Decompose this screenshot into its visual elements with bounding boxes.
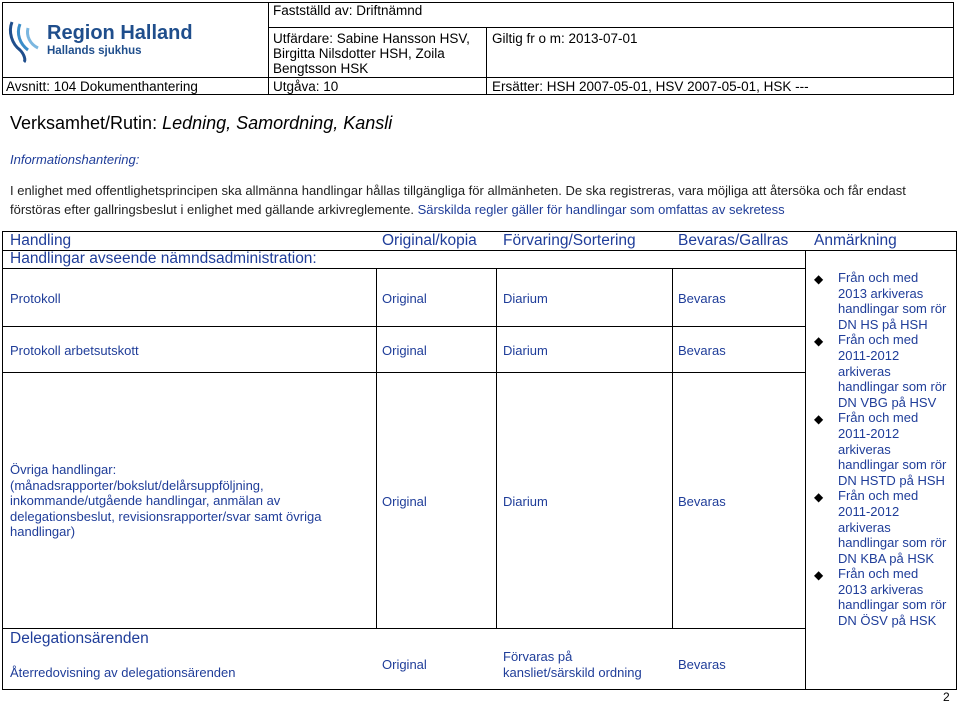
utgava-field: Utgåva: 10 — [273, 79, 339, 94]
note-line: handlingar som rör — [838, 379, 947, 395]
table-cell-forvaring: Diarium — [503, 291, 548, 306]
anmarkning-list — [808, 270, 958, 629]
note-line: handlingar som rör — [838, 535, 947, 551]
list-item — [808, 270, 958, 332]
table-column-divider — [376, 268, 377, 628]
note-line: arkiveras — [838, 363, 891, 379]
table-cell-forvaring — [503, 649, 642, 680]
col-header-bevaras: Bevaras/Gallras — [678, 232, 789, 249]
note-line: 2013 arkiveras — [838, 581, 924, 597]
table-cell-handling — [10, 462, 370, 540]
table-row-divider — [2, 372, 805, 373]
intro-main: I enlighet med offentlighetsprincipen ska allmänna handlingar hållas tillgängliga för allmänheten. De ska registreras, vara möjliga att återsöka och får endast förstöras efter gallringsbeslut i enlighet med gällande arkivreglemente. — [10, 183, 906, 217]
note-line: 2013 arkiveras — [838, 285, 924, 301]
table-cell-handling: Protokoll arbetsutskott — [10, 343, 139, 358]
table-column-divider — [496, 268, 497, 628]
bullet-icon: ◆ — [814, 412, 824, 427]
forvaring-line: kansliet/särskild ordning — [503, 664, 642, 680]
table-cell-forvaring: Diarium — [503, 343, 548, 358]
bullet-icon: ◆ — [814, 272, 824, 286]
forvaring-line: Förvaras på — [503, 649, 573, 664]
note-line: Från och med — [838, 566, 919, 582]
note-line: handlingar som rör — [838, 597, 947, 613]
col-header-anmarkning: Anmärkning — [814, 232, 897, 249]
table-cell-original: Original — [382, 291, 427, 306]
note-line: Från och med — [838, 332, 919, 348]
bullet-icon: ◆ — [814, 568, 824, 583]
table-cell-bevaras: Bevaras — [678, 291, 726, 306]
note-line: Från och med — [838, 410, 919, 426]
table-cell-original: Original — [382, 494, 427, 509]
note-line: DN ÖSV på HSK — [838, 613, 937, 629]
list-item — [808, 566, 958, 628]
table-column-divider — [672, 268, 673, 628]
header-divider — [268, 27, 954, 28]
note-line: DN HS på HSH — [838, 316, 928, 332]
bullet-icon: ◆ — [814, 334, 824, 349]
list-item — [808, 488, 958, 566]
avsnitt-field: Avsnitt: 104 Dokumenthantering — [6, 79, 198, 94]
intro-paragraph — [10, 181, 950, 219]
handling-line: delegationsbeslut, revisionsrapporter/svar samt övriga — [10, 508, 322, 524]
handling-line: Övriga handlingar: — [10, 462, 117, 477]
table-cell-bevaras: Bevaras — [678, 343, 726, 358]
col-header-handling: Handling — [10, 232, 72, 249]
header-divider — [268, 2, 269, 95]
note-line: 2011-2012 — [838, 425, 900, 441]
utfardare-line1: Utfärdare: Sabine Hansson HSV, — [273, 31, 470, 46]
table-row-divider — [2, 628, 805, 629]
note-line: arkiveras — [838, 441, 891, 457]
list-item — [808, 410, 958, 488]
note-line: DN KBA på HSK — [838, 550, 935, 566]
logo-subtitle: Hallands sjukhus — [47, 45, 142, 57]
section-heading: Delegationsärenden — [10, 630, 149, 647]
title-main: Ledning, Samordning, Kansli — [162, 113, 393, 133]
header-divider — [2, 77, 954, 78]
handling-line: (månadsrapporter/bokslut/delårsuppföljning, — [10, 477, 264, 493]
table-cell-original: Original — [382, 657, 427, 672]
note-line: arkiveras — [838, 519, 891, 535]
table-row-divider — [2, 268, 805, 269]
section-subheading: Informationshantering: — [10, 152, 140, 167]
fastst-field: Fastställd av: Driftnämnd — [273, 3, 423, 18]
table-cell-original: Original — [382, 343, 427, 358]
note-line: 2011-2012 — [838, 347, 900, 363]
utfardare-line3: Bengtsson HSK — [273, 61, 369, 76]
logo-name: Region Halland — [47, 22, 193, 44]
col-header-forvaring: Förvaring/Sortering — [503, 232, 636, 249]
region-halland-logo — [6, 14, 46, 64]
intro-secrecy-note: Särskilda regler gäller för handlingar som omfattas av sekretess — [413, 202, 785, 217]
table-cell-forvaring: Diarium — [503, 494, 548, 509]
title-prefix: Verksamhet/Rutin: — [10, 113, 163, 133]
note-line: handlingar som rör — [838, 457, 947, 473]
header-divider — [486, 27, 487, 95]
note-line: 2011-2012 — [838, 503, 900, 519]
giltig-field: Giltig fr o m: 2013-07-01 — [492, 31, 638, 46]
note-line: DN HSTD på HSH — [838, 472, 945, 488]
bullet-icon: ◆ — [814, 490, 824, 505]
table-cell-handling: Återredovisning av delegationsärenden — [10, 665, 236, 680]
note-line: Från och med — [838, 488, 919, 504]
note-line: handlingar som rör — [838, 301, 947, 317]
ersatter-field: Ersätter: HSH 2007-05-01, HSV 2007-05-01, HSK --- — [492, 79, 809, 94]
table-cell-bevaras: Bevaras — [678, 494, 726, 509]
table-row-divider — [2, 326, 805, 327]
note-line: Från och med — [838, 270, 919, 285]
table-cell-bevaras: Bevaras — [678, 657, 726, 672]
note-line: DN VBG på HSV — [838, 394, 937, 410]
list-item — [808, 332, 958, 410]
handling-line: handlingar) — [10, 524, 76, 539]
utfardare-line2: Birgitta Nilsdotter HSH, Zoila — [273, 46, 445, 61]
page-title — [10, 113, 392, 134]
section-heading: Handlingar avseende nämndsadministration: — [10, 250, 317, 267]
handling-line: inkommande/utgående handlingar, anmälan av — [10, 493, 281, 508]
table-column-divider — [805, 250, 806, 690]
col-header-original: Original/kopia — [382, 232, 477, 249]
table-cell-handling: Protokoll — [10, 291, 61, 306]
page-number: 2 — [943, 690, 950, 704]
